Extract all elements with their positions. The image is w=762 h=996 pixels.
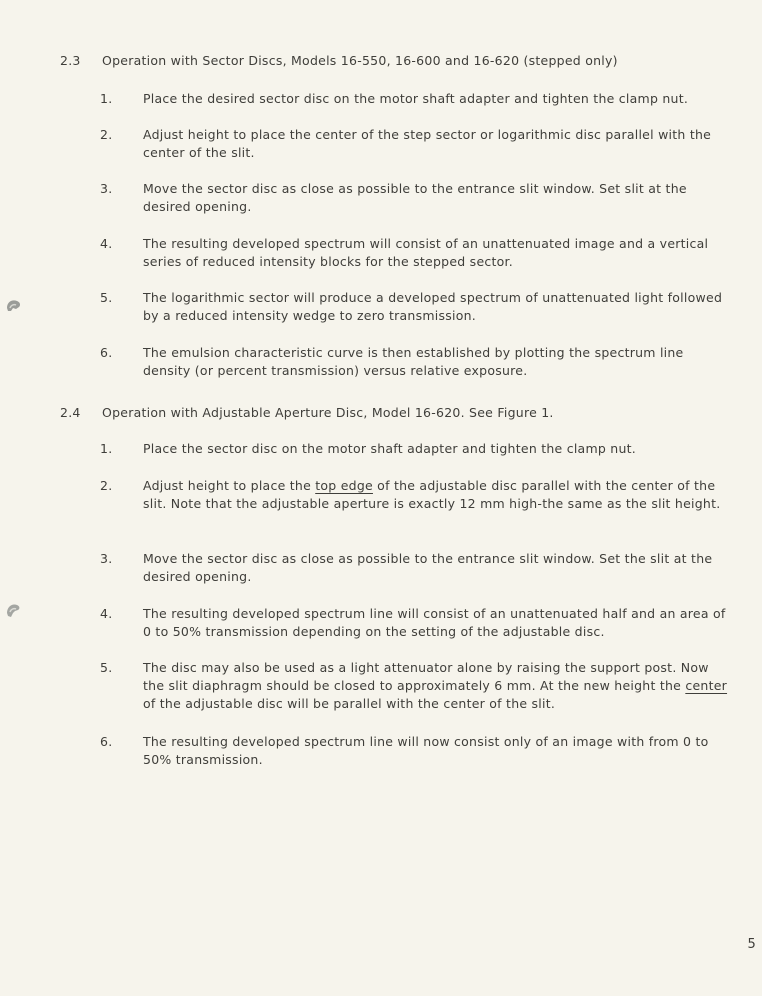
section-number: 2.4 — [60, 405, 81, 420]
item-number: 3. — [100, 181, 113, 196]
underlined-term: center — [685, 678, 728, 693]
item-text: Move the sector disc as close as possible to the entrance slit window. Set slit at the desired opening. — [143, 181, 687, 214]
binder-hole-icon — [4, 600, 24, 620]
item-text — [143, 659, 732, 713]
item-text-start: The disc may also be used as a light attenuator alone by raising the support post. Now the slit diaphragm should be closed to approximately 6 mm. At the new height the — [143, 660, 709, 693]
item-text-end: of the adjustable disc parallel with the center of the slit. Note that the adjustable aperture is exactly 12 mm high-the same as the slit height. — [143, 478, 721, 511]
section-heading — [60, 404, 742, 422]
item-number: 5. — [100, 660, 113, 675]
section-title: Operation with Sector Discs, Models 16-550, 16-600 and 16-620 (stepped only) — [102, 53, 618, 68]
item-number: 2. — [100, 478, 113, 493]
item-text — [143, 477, 732, 513]
list-item — [100, 659, 732, 713]
list-item — [100, 605, 732, 641]
item-text: Move the sector disc as close as possible to the entrance slit window. Set the slit at the desired opening. — [143, 551, 713, 584]
item-number: 5. — [100, 290, 113, 305]
item-text-start: Adjust height to place the — [143, 478, 316, 493]
item-number: 6. — [100, 734, 113, 749]
item-text: The resulting developed spectrum line will now consist only of an image with from 0 to 50% transmission. — [143, 734, 709, 767]
list-item — [100, 477, 732, 513]
list-item — [100, 289, 732, 325]
page-number: 5 — [747, 937, 756, 952]
item-text: Place the sector disc on the motor shaft adapter and tighten the clamp nut. — [143, 441, 637, 456]
section-number: 2.3 — [60, 53, 81, 68]
list-item — [100, 180, 732, 216]
list-item — [100, 344, 732, 380]
item-text: The emulsion characteristic curve is then established by plotting the spectrum line density (or percent transmission) versus relative exposure. — [143, 345, 684, 378]
list-item — [100, 90, 732, 108]
item-text: Place the desired sector disc on the motor shaft adapter and tighten the clamp nut. — [143, 91, 689, 106]
item-number: 4. — [100, 236, 113, 251]
list-item — [100, 126, 732, 162]
list-item — [100, 550, 732, 586]
list-item — [100, 733, 732, 769]
item-text: The resulting developed spectrum line will consist of an unattenuated half and an area of 0 to 50% transmission depending on the setting of the adjustable disc. — [143, 606, 726, 639]
section-heading — [60, 52, 742, 70]
item-text: The logarithmic sector will produce a developed spectrum of unattenuated light followed by a reduced intensity wedge to zero transmission. — [143, 290, 723, 323]
item-number: 4. — [100, 606, 113, 621]
item-number: 2. — [100, 127, 113, 142]
item-text: The resulting developed spectrum will consist of an unattenuated image and a vertical series of reduced intensity blocks for the stepped sector. — [143, 236, 709, 269]
binder-hole-icon — [4, 296, 24, 316]
list-item — [100, 235, 732, 271]
item-text: Adjust height to place the center of the step sector or logarithmic disc parallel with the center of the slit. — [143, 127, 712, 160]
item-number: 3. — [100, 551, 113, 566]
underlined-term: top edge — [315, 478, 373, 493]
item-number: 6. — [100, 345, 113, 360]
section-title: Operation with Adjustable Aperture Disc, Model 16-620. See Figure 1. — [102, 405, 554, 420]
item-number: 1. — [100, 91, 113, 106]
item-text-end: of the adjustable disc will be parallel with the center of the slit. — [143, 696, 556, 711]
list-item — [100, 440, 732, 458]
item-number: 1. — [100, 441, 113, 456]
